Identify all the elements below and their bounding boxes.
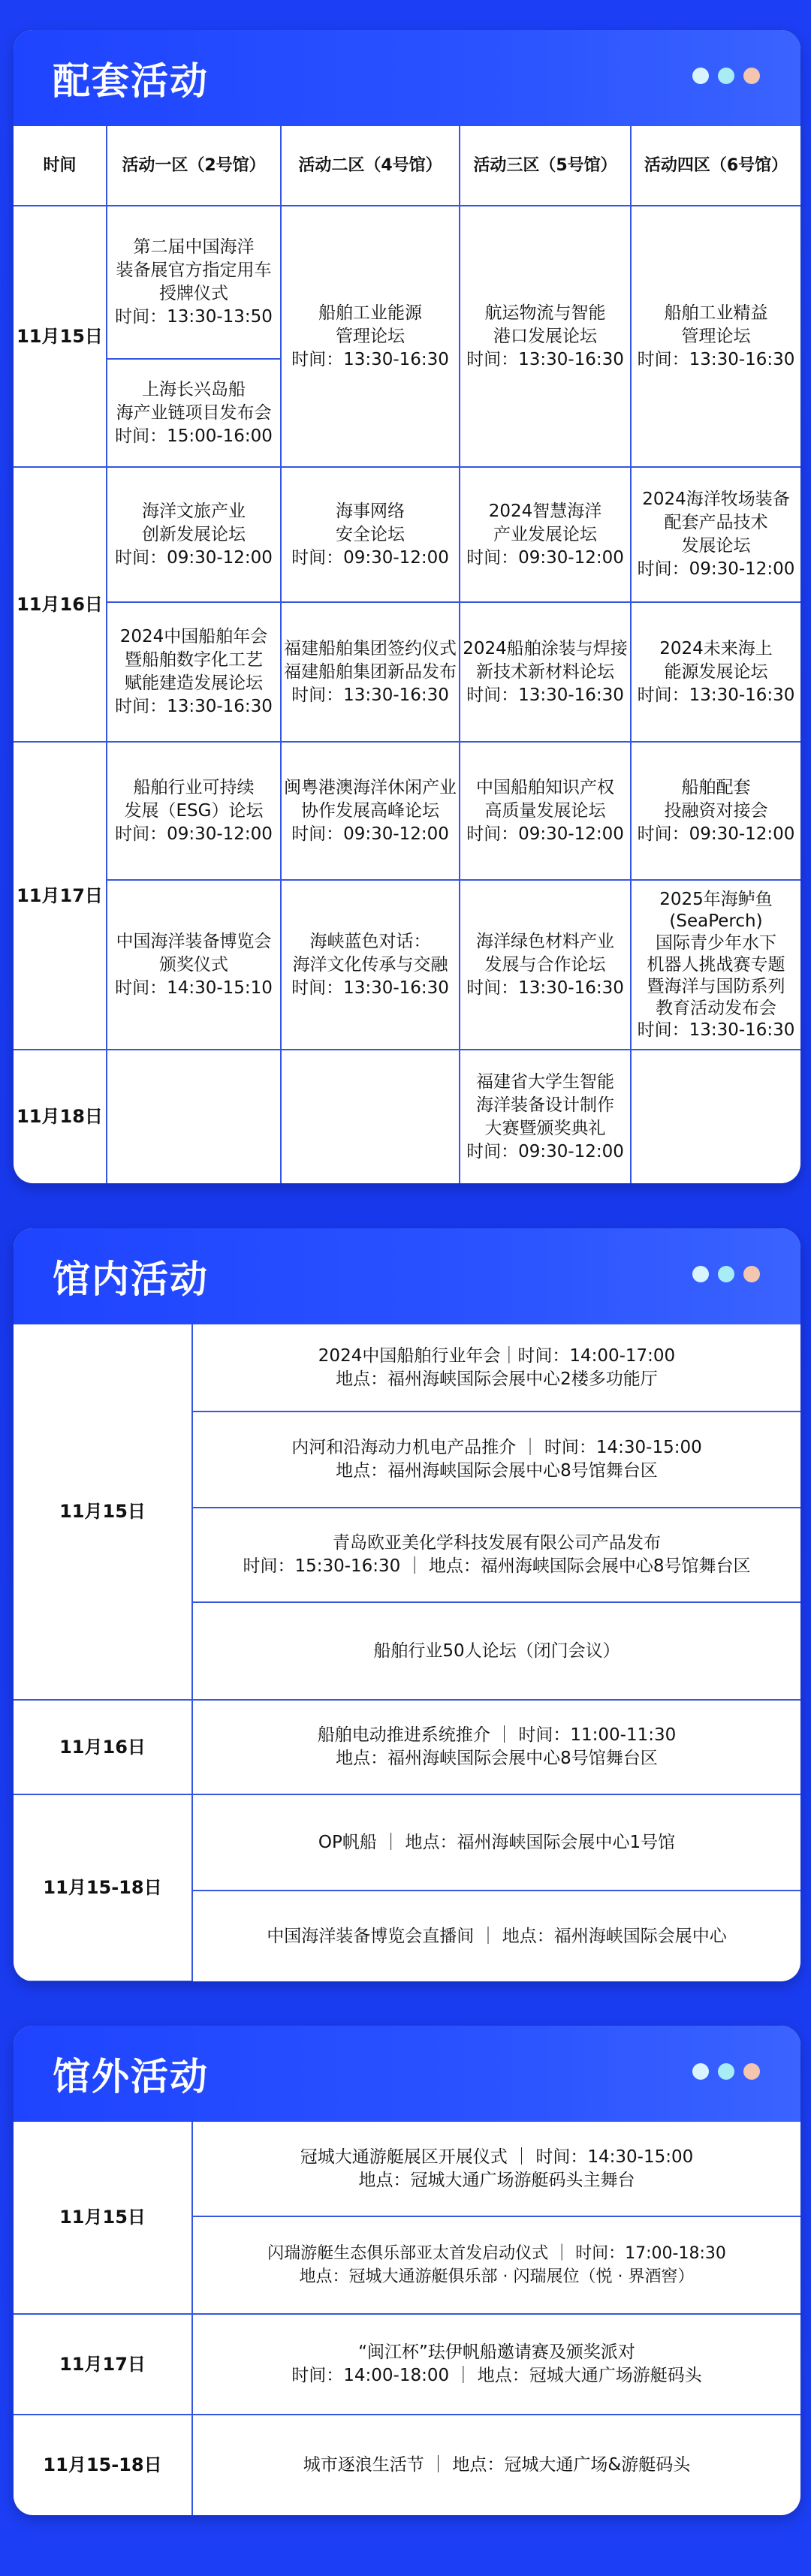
dot-icon (692, 2063, 709, 2080)
date-cell: 11月16日 (14, 1700, 192, 1794)
card-header (14, 1228, 800, 1324)
event-cell: 冠城大通游艇展区开展仪式 ｜ 时间：14:30-15:00 地点：冠城大通广场游艇码头主舞台 (192, 2122, 800, 2216)
column-header: 活动二区（4号馆） (281, 126, 460, 206)
event-cell: 2024智慧海洋 产业发展论坛 时间：09:30-12:00 (460, 467, 631, 602)
event-cell: 2024海洋牧场装备 配套产品技术 发展论坛 时间：09:30-12:00 (631, 467, 800, 602)
schedule-table (14, 2122, 800, 2515)
table-row (14, 1700, 800, 1794)
column-header: 活动四区（6号馆） (631, 126, 800, 206)
event-cell: 闽粤港澳海洋休闲产业 协作发展高峰论坛 时间：09:30-12:00 (281, 742, 460, 880)
event-cell: OP帆船 ｜ 地点：福州海峡国际会展中心1号馆 (192, 1794, 800, 1891)
dot-icon (743, 1266, 760, 1282)
decorative-dots (692, 2063, 760, 2080)
event-cell: 船舶配套 投融资对接会 时间：09:30-12:00 (631, 742, 800, 880)
section-title: 配套活动 (53, 59, 209, 103)
event-cell: 中国海洋装备博览会 颁奖仪式 时间：14:30-15:10 (107, 880, 281, 1050)
dot-icon (692, 1266, 709, 1282)
event-cell: 第二届中国海洋 装备展官方指定用车 授牌仪式 时间：13:30-13:50 (107, 206, 281, 359)
date-cell: 11月15-18日 (14, 2415, 192, 2515)
event-cell: 福建船舶集团签约仪式 福建船舶集团新品发布 时间：13:30-16:30 (281, 602, 460, 742)
supporting-activities-card (14, 30, 800, 1183)
outdoor-activities-card (14, 2026, 800, 2515)
column-header: 时间 (14, 126, 107, 206)
event-cell: “闽江杯”珐伊帆船邀请赛及颁奖派对 时间：14:00-18:00 ｜ 地点：冠城大通广场游艇码头 (192, 2314, 800, 2415)
event-cell: 2024中国船舶年会 暨船舶数字化工艺 赋能建造发展论坛 时间：13:30-16:30 (107, 602, 281, 742)
event-cell: 内河和沿海动力机电产品推介 ｜ 时间：14:30-15:00 地点：福州海峡国际会展中心8号馆舞台区 (192, 1412, 800, 1508)
card-header (14, 2026, 800, 2122)
table-row (14, 2314, 800, 2415)
event-cell (631, 1050, 800, 1183)
dot-icon (692, 68, 709, 84)
table-row (14, 1794, 800, 1891)
dot-icon (718, 68, 734, 84)
schedule-table (14, 126, 800, 1183)
table-header-row (14, 126, 800, 206)
event-cell: 2025年海鲈鱼 (SeaPerch) 国际青少年水下 机器人挑战赛专题 暨海洋与国防系列 教育活动发布会 时间：13:30-16:30 (631, 880, 800, 1050)
section-title: 馆内活动 (53, 1258, 209, 1301)
table-row (14, 1050, 800, 1183)
table-row (14, 602, 800, 742)
date-cell: 11月16日 (14, 467, 107, 742)
date-cell: 11月15日 (14, 206, 107, 467)
event-cell: 船舶工业能源 管理论坛 时间：13:30-16:30 (281, 206, 460, 467)
column-header: 活动一区（2号馆） (107, 126, 281, 206)
dot-icon (718, 2063, 734, 2080)
card-header (14, 30, 800, 126)
event-cell (107, 1050, 281, 1183)
event-cell: 船舶行业50人论坛（闭门会议） (192, 1602, 800, 1700)
table-row (14, 2122, 800, 2216)
table-row (14, 2415, 800, 2515)
decorative-dots (692, 1266, 760, 1282)
dot-icon (743, 2063, 760, 2080)
event-cell: 中国船舶知识产权 高质量发展论坛 时间：09:30-12:00 (460, 742, 631, 880)
table-row (14, 467, 800, 602)
date-cell: 11月17日 (14, 2314, 192, 2415)
table-row (14, 1324, 800, 1412)
indoor-activities-card (14, 1228, 800, 1981)
column-header: 活动三区（5号馆） (460, 126, 631, 206)
schedule-table (14, 1324, 800, 1981)
table-row (14, 880, 800, 1050)
event-cell: 青岛欧亚美化学科技发展有限公司产品发布 时间：15:30-16:30 ｜ 地点：福州海峡国际会展中心8号馆舞台区 (192, 1508, 800, 1602)
event-cell: 闪瑞游艇生态俱乐部亚太首发启动仪式 ｜ 时间：17:00-18:30 地点：冠城大通游艇俱乐部 · 闪瑞展位（悦 · 界酒窖） (192, 2216, 800, 2314)
dot-icon (718, 1266, 734, 1282)
event-cell: 2024中国船舶行业年会｜时间：14:00-17:00 地点：福州海峡国际会展中心2楼多功能厅 (192, 1324, 800, 1412)
date-cell: 11月17日 (14, 742, 107, 1050)
event-cell: 海洋绿色材料产业 发展与合作论坛 时间：13:30-16:30 (460, 880, 631, 1050)
dot-icon (743, 68, 760, 84)
date-cell: 11月18日 (14, 1050, 107, 1183)
event-cell: 船舶行业可持续 发展（ESG）论坛 时间：09:30-12:00 (107, 742, 281, 880)
table-row (14, 742, 800, 880)
date-cell: 11月15日 (14, 1324, 192, 1700)
date-cell: 11月15日 (14, 2122, 192, 2314)
event-cell: 海峡蓝色对话： 海洋文化传承与交融 时间：13:30-16:30 (281, 880, 460, 1050)
event-cell: 福建省大学生智能 海洋装备设计制作 大赛暨颁奖典礼 时间：09:30-12:00 (460, 1050, 631, 1183)
event-cell: 中国海洋装备博览会直播间 ｜ 地点：福州海峡国际会展中心 (192, 1891, 800, 1981)
table-row (14, 206, 800, 359)
event-cell (281, 1050, 460, 1183)
event-cell: 2024船舶涂装与焊接 新技术新材料论坛 时间：13:30-16:30 (460, 602, 631, 742)
event-cell: 船舶电动推进系统推介 ｜ 时间：11:00-11:30 地点：福州海峡国际会展中心8号馆舞台区 (192, 1700, 800, 1794)
section-title: 馆外活动 (53, 2055, 209, 2098)
event-cell: 航运物流与智能 港口发展论坛 时间：13:30-16:30 (460, 206, 631, 467)
date-cell: 11月15-18日 (14, 1794, 192, 1981)
event-cell: 城市逐浪生活节 ｜ 地点：冠城大通广场&游艇码头 (192, 2415, 800, 2515)
event-cell: 2024未来海上 能源发展论坛 时间：13:30-16:30 (631, 602, 800, 742)
decorative-dots (692, 68, 760, 84)
event-cell: 船舶工业精益 管理论坛 时间：13:30-16:30 (631, 206, 800, 467)
event-cell: 上海长兴岛船 海产业链项目发布会 时间：15:00-16:00 (107, 359, 281, 467)
event-cell: 海事网络 安全论坛 时间：09:30-12:00 (281, 467, 460, 602)
event-cell: 海洋文旅产业 创新发展论坛 时间：09:30-12:00 (107, 467, 281, 602)
